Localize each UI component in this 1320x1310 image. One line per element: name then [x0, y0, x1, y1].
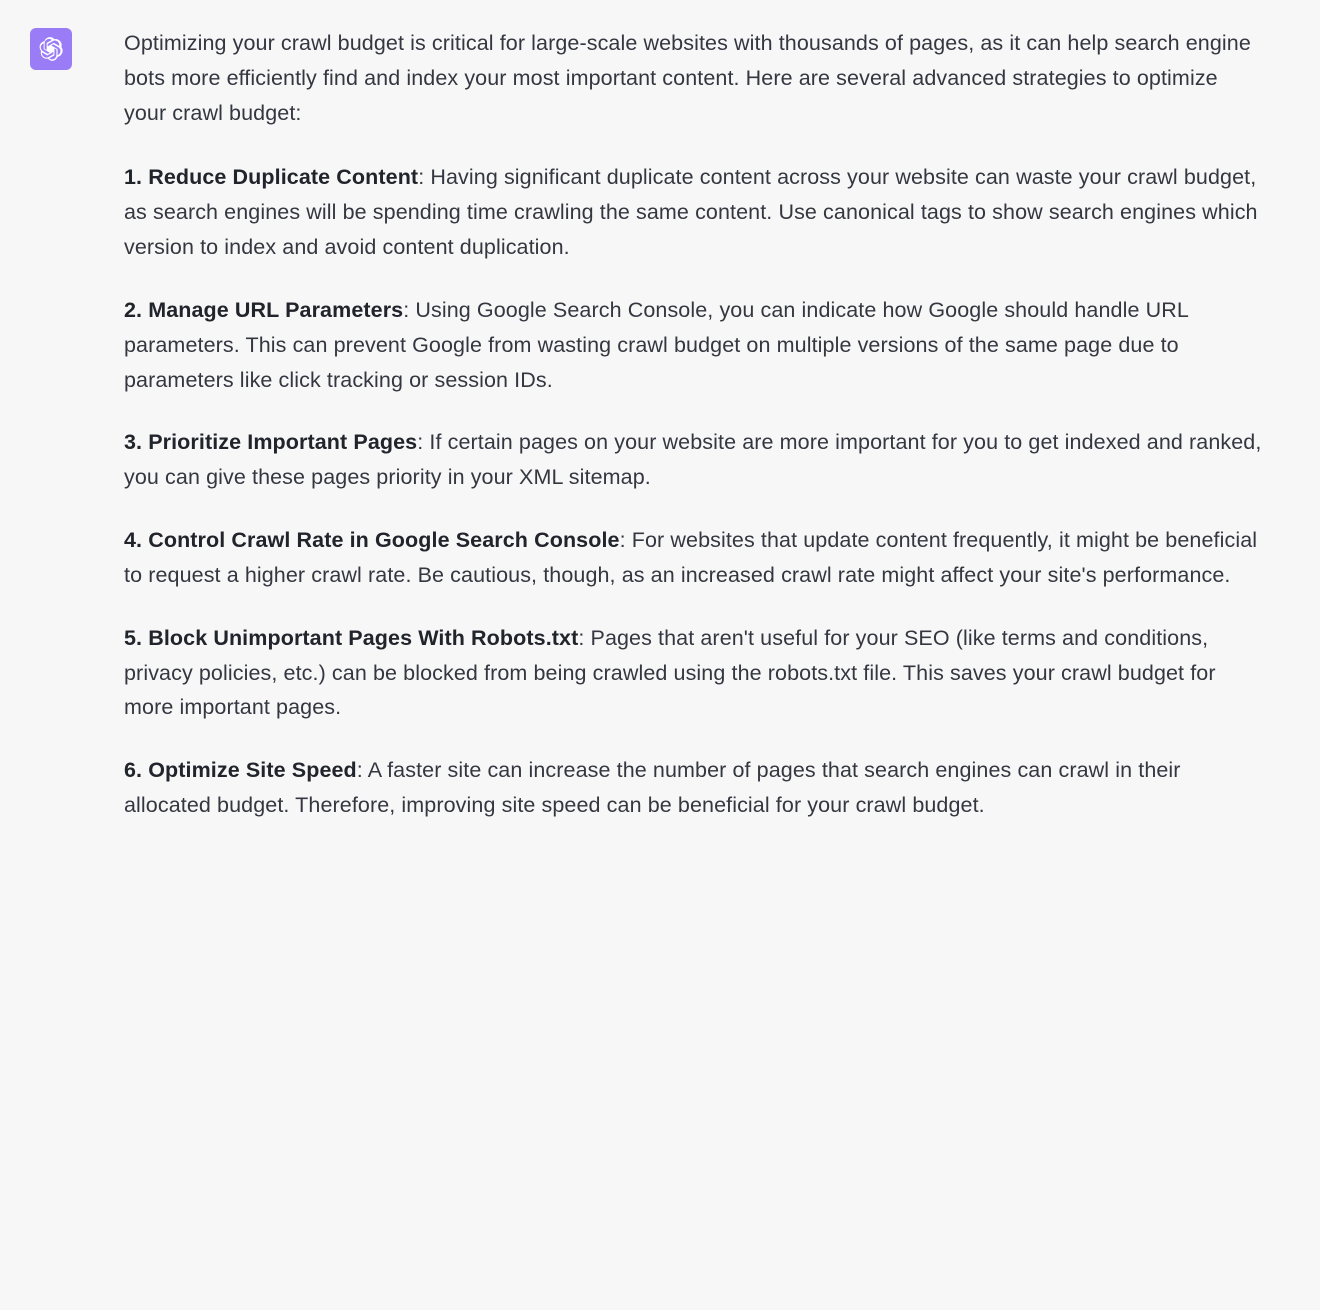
list-item: [124, 160, 1262, 264]
openai-logo-icon: [38, 36, 64, 62]
list-item-lead: 2. Manage URL Parameters: [124, 297, 404, 322]
list-item-lead: 1. Reduce Duplicate Content: [124, 165, 419, 190]
list-item-lead: 4. Control Crawl Rate in Google Search Console: [124, 528, 620, 553]
list-item-lead: 6. Optimize Site Speed: [124, 758, 357, 783]
message-content: [72, 26, 1272, 823]
intro-paragraph: Optimizing your crawl budget is critical for large-scale websites with thousands of pages, as it can help search engine bots more efficiently find and index your most important content. Here are several advanced strategies to optimize your crawl budget:: [124, 31, 1251, 125]
list-item: [124, 523, 1262, 593]
list-item: [124, 293, 1262, 397]
list-item: [124, 753, 1262, 823]
list-item-body: : Pages that aren't useful for your SEO (like terms and conditions, privacy policies, etc.) can be blocked from being crawled using the robots.txt file. This saves your crawl budget for more important pages.: [124, 625, 1216, 720]
avatar: [30, 28, 72, 70]
list-item-lead: 3. Prioritize Important Pages: [124, 430, 418, 455]
list-item-body: : Having significant duplicate content across your website can waste your crawl budget, as search engines will be spending time crawling the same content. Use canonical tags to show search engines which version to index and avoid content duplication.: [124, 165, 1258, 260]
list-item: [124, 621, 1262, 725]
list-item-body: : If certain pages on your website are more important for you to get indexed and ranked, you can give these pages priority in your XML sitemap.: [124, 430, 1262, 490]
list-item-body: : Using Google Search Console, you can indicate how Google should handle URL parameters. This can prevent Google from wasting crawl budget on multiple versions of the same page due to parameters like click tracking or session IDs.: [124, 297, 1189, 392]
list-item-lead: 5. Block Unimportant Pages With Robots.txt: [124, 625, 579, 650]
list-item-body: : For websites that update content frequently, it might be beneficial to request a higher crawl rate. Be cautious, though, as an increased crawl rate might affect your site's performance.: [124, 528, 1258, 587]
list-item-body: : A faster site can increase the number of pages that search engines can crawl in their allocated budget. Therefore, improving site speed can be beneficial for your crawl budget.: [124, 758, 1181, 818]
list-item: [124, 425, 1262, 495]
